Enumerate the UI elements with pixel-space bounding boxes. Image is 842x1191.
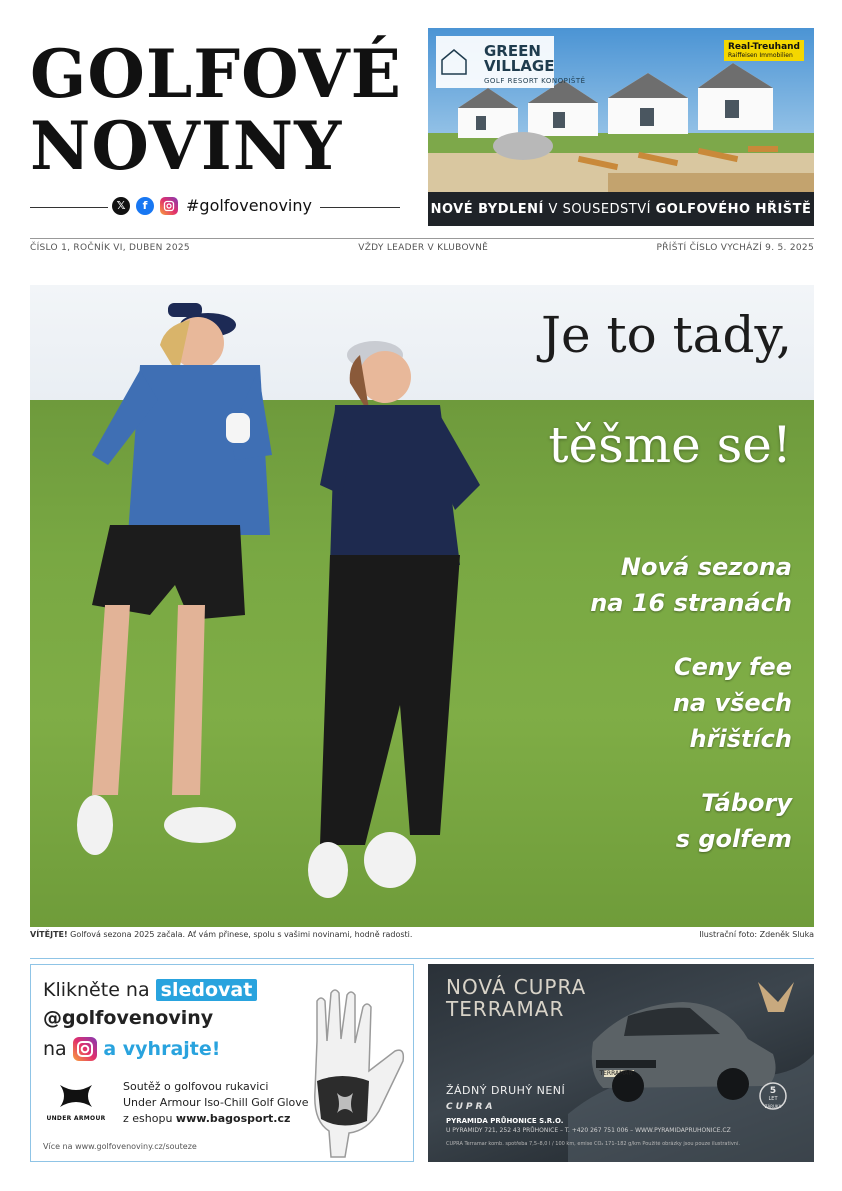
desc-line2: Under Armour Iso-Chill Golf Glove: [123, 1096, 309, 1109]
teaser1-line2: na 16 stranách: [590, 589, 792, 617]
instagram-icon[interactable]: [160, 197, 178, 215]
partner-line2: Raiffeisen Immobilien: [727, 52, 793, 59]
logo-line2: VILLAGE: [484, 57, 555, 75]
contest-desc: [123, 1079, 309, 1127]
cta-win: a vyhrajte!: [96, 1038, 221, 1060]
issue-number: ČÍSLO 1, ROČNÍK VI, DUBEN 2025: [30, 243, 190, 253]
license-plate: TERRAMAR: [599, 1070, 633, 1077]
instagram-icon[interactable]: [73, 1037, 97, 1061]
cupra-brand: CUPRA: [446, 1102, 496, 1112]
photo-caption: [30, 930, 814, 939]
dealer-name: PYRAMIDA PRŮHONICE S.R.O.: [446, 1117, 564, 1125]
masthead-title-line2: NOVINY: [30, 107, 343, 185]
masthead-divider-right: [320, 207, 400, 208]
logo-line1: GREEN: [484, 42, 541, 60]
hashtag[interactable]: #golfovenoviny: [186, 196, 312, 215]
teaser-green-fees[interactable]: [673, 649, 792, 757]
caption-text-wrap: [30, 930, 412, 939]
eshop-link[interactable]: www.bagosport.cz: [175, 1112, 291, 1125]
photo-credit: Ilustrační foto: Zdeněk Sluka: [699, 930, 814, 939]
brand-name: UNDER ARMOUR: [46, 1115, 106, 1122]
teaser-golf-camps[interactable]: [676, 785, 792, 857]
masthead-divider-left: [30, 207, 108, 208]
caption-bold: VÍTĚJTE!: [30, 930, 68, 939]
dealer-address[interactable]: U PYRAMIDY 721, 252 43 PRŮHONICE – T. +420 267 751 006 – WWW.PYRAMIDAPRUHONICE.CZ: [446, 1127, 731, 1134]
x-icon[interactable]: 𝕏: [112, 197, 130, 215]
glove-icon: [287, 981, 413, 1159]
cupra-fineprint: CUPRA Terramar komb. spotřeba 7,5–8,0 l / 100 km, emise CO₂ 171–182 g/km Použité obrázky jsou pouze ilustrativní.: [446, 1141, 740, 1147]
tagline: VŽDY LEADER V KLUBOVNĚ: [358, 243, 489, 253]
cover-photo: [30, 285, 814, 927]
under-armour-icon: [56, 1081, 96, 1111]
contest-ad[interactable]: [30, 964, 414, 1162]
real-treuhand-logo: [724, 40, 804, 61]
cta-line1: [43, 979, 257, 1001]
cupra-title: [446, 976, 586, 1020]
caption-text: Golfová sezona 2025 začala. Ať vám přinese, spolu s vašimi novinami, hodně radosti.: [67, 930, 413, 939]
cta-handle[interactable]: @golfovenoviny: [43, 1007, 214, 1029]
headline-line1: Je to tady,: [540, 306, 792, 364]
teaser1-line1: Nová sezona: [620, 553, 792, 581]
teaser3-line1: Tábory: [701, 789, 792, 817]
more-info-link[interactable]: Více na www.golfovenoviny.cz/souteze: [43, 1142, 197, 1151]
bar-mid: V SOUSEDSTVÍ: [543, 201, 656, 217]
teaser2-line2: na všech: [672, 689, 792, 717]
social-row: [112, 196, 312, 215]
follow-badge[interactable]: sledovat: [156, 979, 258, 1001]
desc-line1: Soutěž o golfovou rukavici: [123, 1080, 269, 1093]
green-village-ad[interactable]: [428, 28, 814, 226]
green-village-bar: [428, 192, 814, 226]
desc-line3-prefix: z eshopu: [123, 1112, 176, 1125]
partner-line1: Real-Treuhand: [727, 42, 800, 52]
teaser2-line1: Ceny fee: [674, 653, 792, 681]
bar-bold1: NOVÉ BYDLENÍ: [430, 201, 544, 217]
cta-line3-prefix: na: [43, 1038, 73, 1060]
warranty-years: 5: [769, 1086, 777, 1096]
masthead-title: [30, 35, 402, 185]
cupra-slogan: ŽÁDNÝ DRUHÝ NENÍ: [446, 1084, 566, 1097]
warranty-sub: ZÁRUKA: [764, 1104, 782, 1109]
headline-line2: těšme se!: [548, 416, 792, 474]
teaser-new-season[interactable]: [590, 549, 792, 621]
cta-prefix: Klikněte na: [43, 979, 156, 1001]
warranty-badge: [762, 1087, 784, 1111]
masthead-title-line1: GOLFOVÉ: [30, 35, 402, 113]
cupra-title-line2: TERRAMAR: [446, 997, 565, 1021]
bottom-divider: [30, 958, 814, 959]
teaser3-line2: s golfem: [675, 825, 792, 853]
bar-bold2: GOLFOVÉHO HŘIŠTĚ: [655, 201, 812, 217]
cta-line3: [43, 1037, 220, 1061]
green-village-logo: [484, 44, 586, 89]
cupra-ad[interactable]: [428, 964, 814, 1162]
issue-info-line: [30, 238, 814, 253]
logo-sub: GOLF RESORT KONOPIŠTĚ: [484, 77, 586, 85]
facebook-icon[interactable]: f: [136, 197, 154, 215]
under-armour-logo: [45, 1081, 107, 1122]
cupra-title-line1: NOVÁ CUPRA: [446, 975, 587, 999]
next-issue-date: PŘÍŠTÍ ČÍSLO VYCHÁZÍ 9. 5. 2025: [656, 243, 814, 253]
teaser2-line3: hřištích: [689, 725, 792, 753]
warranty-label: LET: [768, 1096, 778, 1102]
